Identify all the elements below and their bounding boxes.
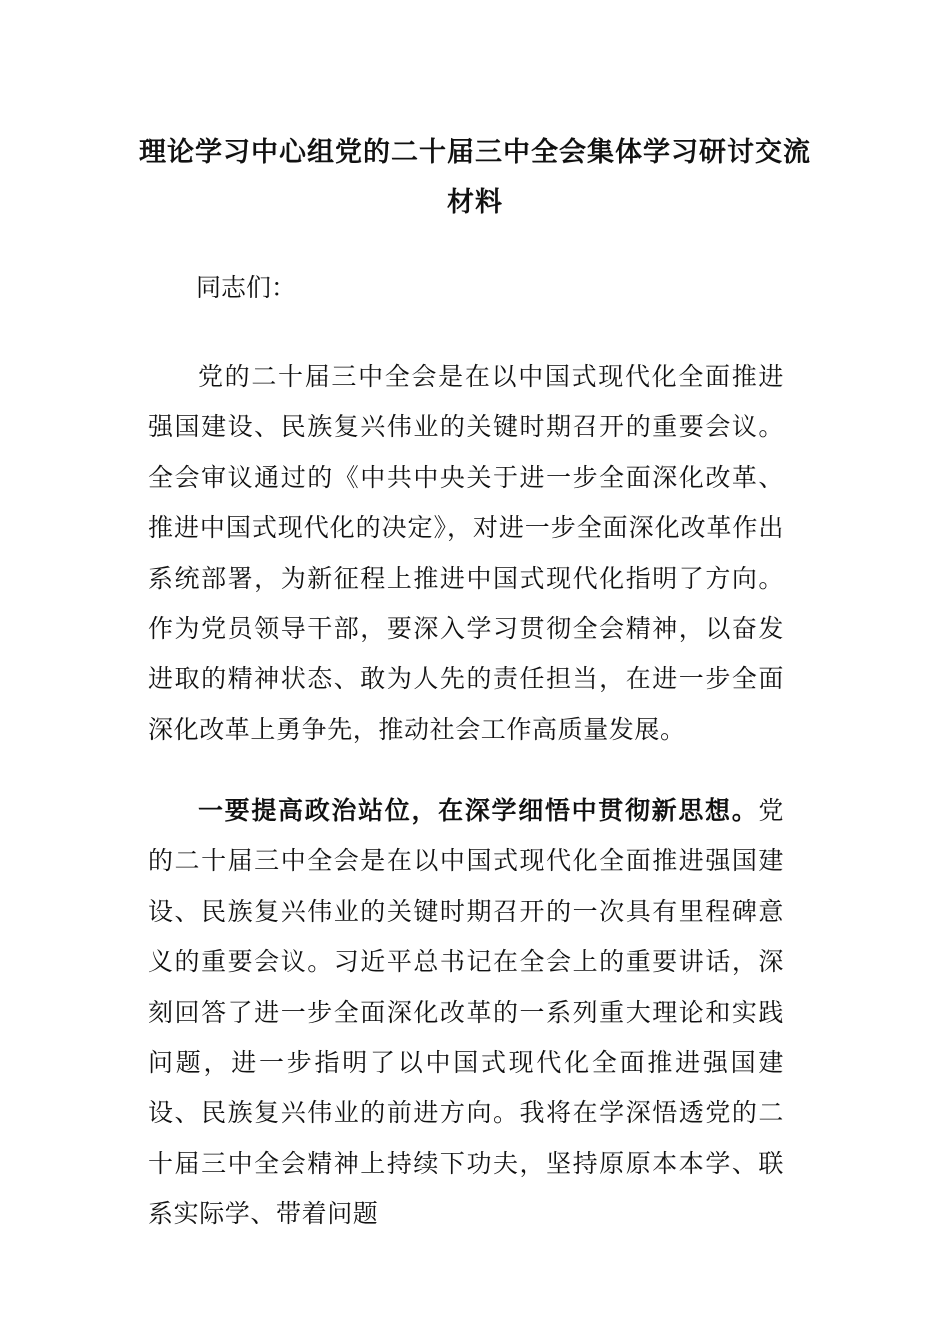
salutation: 同志们：: [196, 273, 297, 302]
paragraph-intro-text: 党的二十届三中全会是在以中国式现代化全面推进强国建设、民族复兴伟业的关键时期召开的重要会议。全会审议通过的《中共中央关于进一步全面深化改革、推进中国式现代化的决定》，对进一步全面深化改革作出系统部署，为新征程上推进中国式现代化指明了方向。作为党员领导干部，要深入学习贯彻全会精神，以奋发进取的精神状态、敢为人先的责任担当，在进一步全面深化改革上勇争先，推动社会工作高质量发展。: [148, 362, 784, 744]
document-title: 理论学习中心组党的二十届三中全会集体学习研讨交流材料: [139, 137, 811, 218]
paragraph-point-one-lead: 一要提高政治站位，在深学细悟中贯彻新思想。: [198, 796, 759, 825]
paragraph-point-one: [148, 786, 784, 1240]
paragraph-intro: [148, 352, 784, 755]
paragraph-point-one-text: 党的二十届三中全会是在以中国式现代化全面推进强国建设、民族复兴伟业的关键时期召开的一次具有里程碑意义的重要会议。习近平总书记在全会上的重要讲话，深刻回答了进一步全面深化改革的一系列重大理论和实践问题，进一步指明了以中国式现代化全面推进强国建设、民族复兴伟业的前进方向。我将在学深悟透党的二十届三中全会精神上持续下功夫，坚持原原本本学、联系实际学、带着问题: [148, 796, 784, 1229]
